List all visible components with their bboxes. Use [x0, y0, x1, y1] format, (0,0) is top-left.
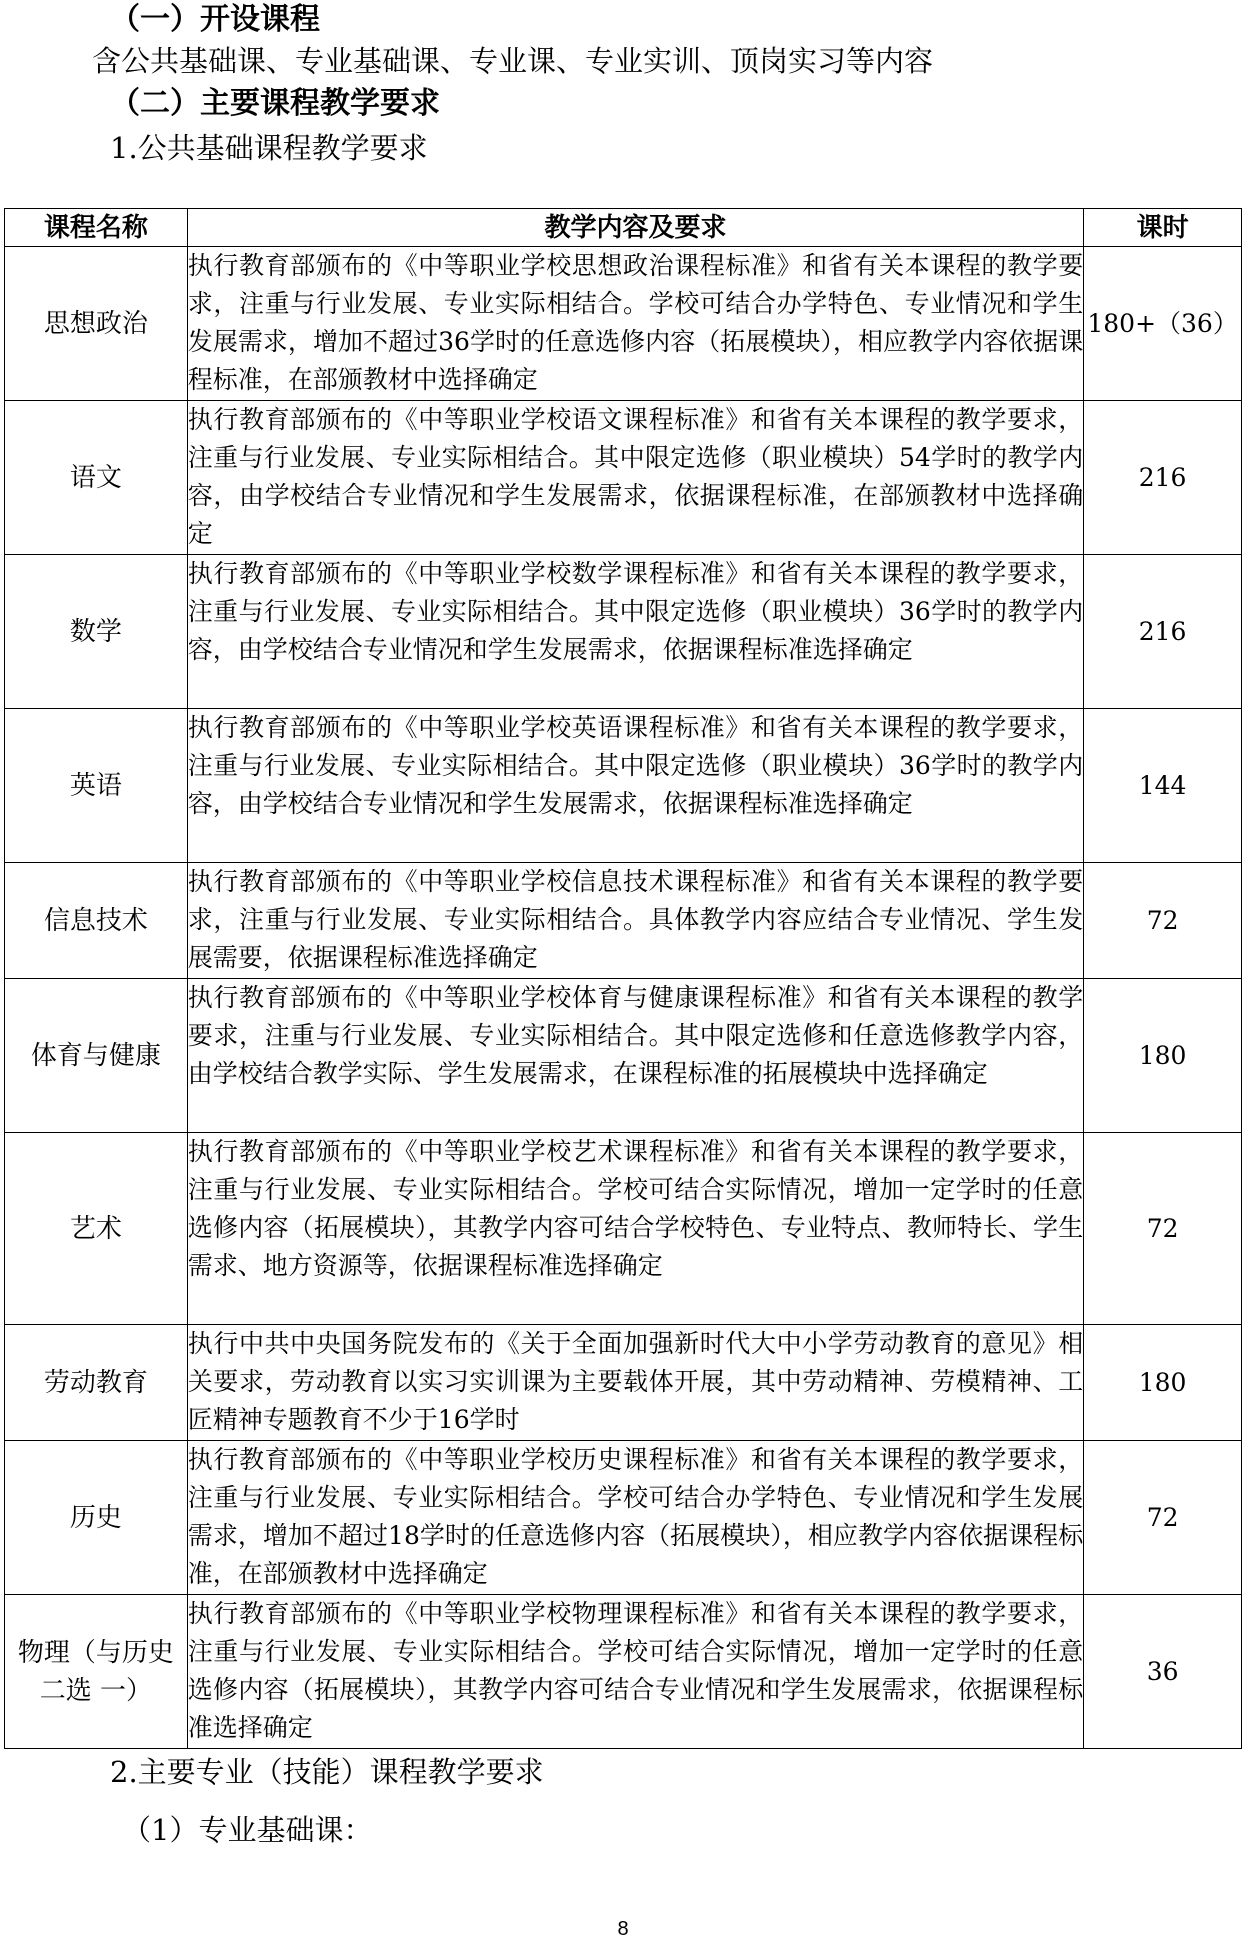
course-hours: 72	[1084, 1133, 1242, 1325]
course-hours: 180+（36）	[1084, 247, 1242, 401]
course-content: 执行中共中央国务院发布的《关于全面加强新时代大中小学劳动教育的意见》相关要求，劳动教育以实习实训课为主要载体开展，其中劳动精神、劳模精神、工匠精神专题教育不少于16学时	[187, 1325, 1083, 1441]
course-content: 执行教育部颁布的《中等职业学校数学课程标准》和省有关本课程的教学要求，注重与行业发展、专业实际相结合。其中限定选修（职业模块）36学时的教学内容，由学校结合专业情况和学生发展需求，依据课程标准选择确定	[187, 555, 1083, 709]
course-hours: 180	[1084, 979, 1242, 1133]
course-name: 历史	[5, 1441, 188, 1595]
course-content: 执行教育部颁布的《中等职业学校英语课程标准》和省有关本课程的教学要求，注重与行业发展、专业实际相结合。其中限定选修（职业模块）36学时的教学内容，由学校结合专业情况和学生发展需求，依据课程标准选择确定	[187, 709, 1083, 863]
table-row	[5, 1595, 1242, 1749]
subheading-professional-basic: （1）专业基础课：	[122, 1813, 373, 1847]
course-content: 执行教育部颁布的《中等职业学校信息技术课程标准》和省有关本课程的教学要求，注重与行业发展、专业实际相结合。具体教学内容应结合专业情况、学生发展需要，依据课程标准选择确定	[187, 863, 1083, 979]
table-row	[5, 1441, 1242, 1595]
course-name: 艺术	[5, 1133, 188, 1325]
course-name: 思想政治	[5, 247, 188, 401]
table-row	[5, 247, 1242, 401]
course-content: 执行教育部颁布的《中等职业学校艺术课程标准》和省有关本课程的教学要求，注重与行业发展、专业实际相结合。学校可结合实际情况，增加一定学时的任意选修内容（拓展模块），其教学内容可结合学校特色、专业特点、教师特长、学生需求、地方资源等，依据课程标准选择确定	[187, 1133, 1083, 1325]
table-row	[5, 709, 1242, 863]
course-name: 语文	[5, 401, 188, 555]
subheading-public-courses: 1.公共基础课程教学要求	[110, 131, 428, 165]
course-name: 英语	[5, 709, 188, 863]
course-content: 执行教育部颁布的《中等职业学校思想政治课程标准》和省有关本课程的教学要求，注重与行业发展、专业实际相结合。学校可结合办学特色、专业情况和学生发展需求，增加不超过36学时的任意选修内容（拓展模块），相应教学内容依据课程标准，在部颁教材中选择确定	[187, 247, 1083, 401]
course-name: 劳动教育	[5, 1325, 188, 1441]
course-hours: 216	[1084, 401, 1242, 555]
course-content: 执行教育部颁布的《中等职业学校语文课程标准》和省有关本课程的教学要求，注重与行业发展、专业实际相结合。其中限定选修（职业模块）54学时的教学内容，由学校结合专业情况和学生发展需求，依据课程标准，在部颁教材中选择确定	[187, 401, 1083, 555]
table-row	[5, 1133, 1242, 1325]
table-row	[5, 555, 1242, 709]
table-row	[5, 401, 1242, 555]
course-content: 执行教育部颁布的《中等职业学校物理课程标准》和省有关本课程的教学要求，注重与行业发展、专业实际相结合。学校可结合实际情况，增加一定学时的任意选修内容（拓展模块），其教学内容可结合专业情况和学生发展需求，依据课程标准选择确定	[187, 1595, 1083, 1749]
section-heading-requirements: （二）主要课程教学要求	[110, 86, 440, 121]
course-hours: 72	[1084, 1441, 1242, 1595]
header-course-name: 课程名称	[5, 209, 188, 247]
course-name: 数学	[5, 555, 188, 709]
course-hours: 180	[1084, 1325, 1242, 1441]
course-content: 执行教育部颁布的《中等职业学校体育与健康课程标准》和省有关本课程的教学要求，注重与行业发展、专业实际相结合。其中限定选修和任意选修教学内容，由学校结合教学实际、学生发展需求，在课程标准的拓展模块中选择确定	[187, 979, 1083, 1133]
course-name: 信息技术	[5, 863, 188, 979]
course-name: 物理（与历史二选 一）	[5, 1595, 188, 1749]
table-row	[5, 979, 1242, 1133]
subheading-professional-courses: 2.主要专业（技能）课程教学要求	[110, 1755, 544, 1789]
table-row	[5, 1325, 1242, 1441]
course-content: 执行教育部颁布的《中等职业学校历史课程标准》和省有关本课程的教学要求，注重与行业发展、专业实际相结合。学校可结合办学特色、专业情况和学生发展需求，增加不超过18学时的任意选修内容（拓展模块），相应教学内容依据课程标准，在部颁教材中选择确定	[187, 1441, 1083, 1595]
course-hours: 216	[1084, 555, 1242, 709]
header-hours: 课时	[1084, 209, 1242, 247]
page-number: 8	[617, 1918, 629, 1940]
header-content: 教学内容及要求	[187, 209, 1083, 247]
course-table	[4, 208, 1242, 1749]
course-name: 体育与健康	[5, 979, 188, 1133]
course-hours: 36	[1084, 1595, 1242, 1749]
table-header-row	[5, 209, 1242, 247]
section-heading-courses: （一）开设课程	[110, 2, 320, 37]
course-hours: 144	[1084, 709, 1242, 863]
table-row	[5, 863, 1242, 979]
course-hours: 72	[1084, 863, 1242, 979]
courses-description: 含公共基础课、专业基础课、专业课、专业实训、顶岗实习等内容	[92, 44, 934, 78]
